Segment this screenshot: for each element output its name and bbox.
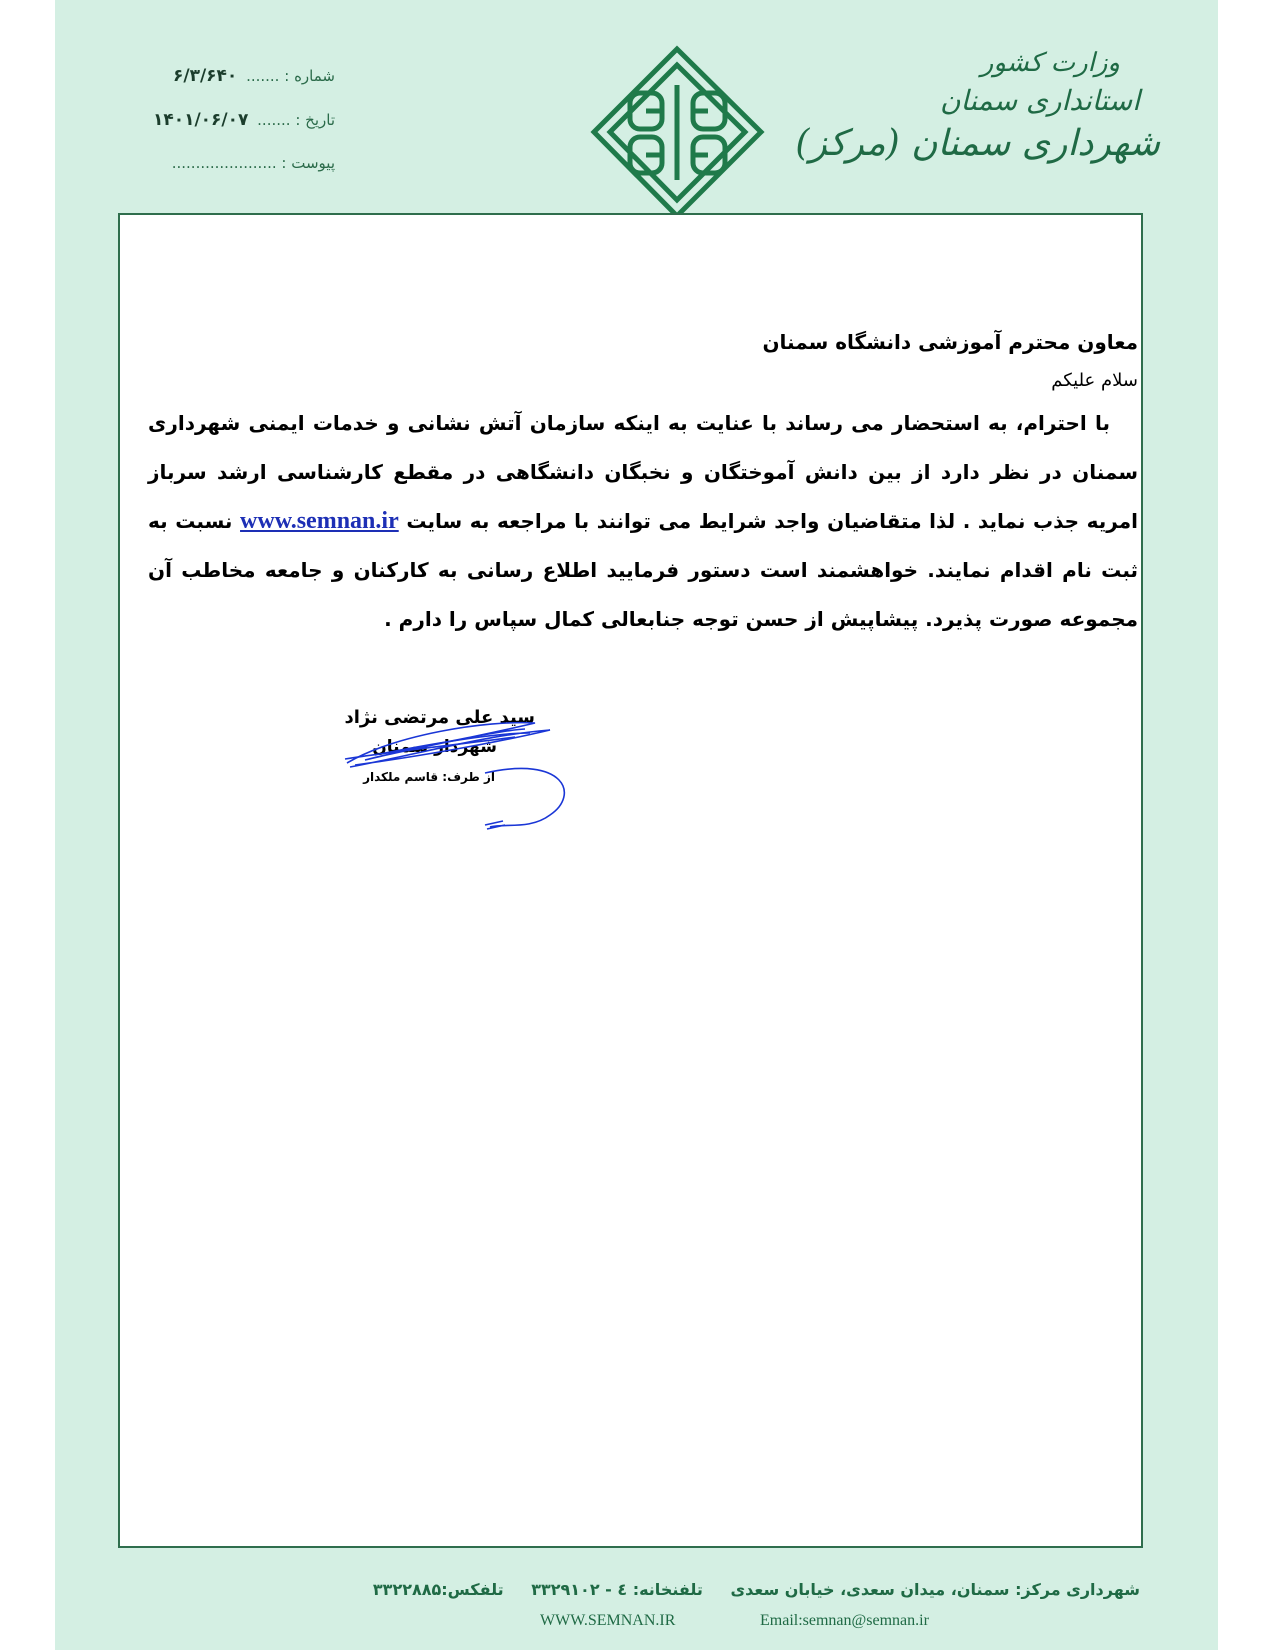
attachment-row [150,154,335,198]
organization-titles [795,48,1160,164]
letter-paragraph-part2: نسبت به ثبت نام اقدام نمایند. خواهشمند است دستور فرمایید اطلاع رسانی به کارکنان و جامعه مخاطب آن مجموعه صورت پذیرد. پیشاپیش از حسن توجه جنابعالی کمال سپاس را دارم . [148,509,1138,631]
signer-name: سید علی مرتضی نژاد [344,707,535,728]
greeting-line: سلام علیکم [1051,370,1138,391]
on-behalf-line: از طرف: قاسم ملکدار [363,770,495,784]
footer-address: شهرداری مرکز: سمنان، میدان سعدی، خیابان سعدی [730,1580,1140,1599]
footer-fax: تلفکس:۳۳۲۲۸۸۵ [372,1580,504,1599]
letter-body [148,330,1138,644]
signature-block [335,707,595,855]
recipient-line: معاون محترم آموزشی دانشگاه سمنان [762,330,1138,354]
handwritten-signature-scribble [335,715,595,855]
reference-fields [150,66,335,198]
letter-number-label: شماره : [284,67,335,85]
attachment-label: پیوست : [281,154,335,172]
footer-email[interactable]: Email:semnan@semnan.ir [760,1612,929,1629]
footer-website[interactable]: WWW.SEMNAN.IR [540,1612,676,1629]
letter-date-value: ۱۴۰۱/۰۶/۰۷ [152,110,249,130]
dotted-line: ....... [246,67,280,85]
ministry-title: وزارت کشور [980,48,1120,78]
attachment-value: ...................... [171,154,277,172]
footer-web-line [540,1612,1140,1636]
letter-paragraph-part1: با احترام، به استحضار می رساند با عنایت به اینکه سازمان آتش نشانی و خدمات ایمنی شهرداری سمنان در نظر دارد از بین دانش آموختگان و نخبگان دانشگاهی در مقطع کارشناسی ارشد سرباز امریه جذب نماید . لذا متقاضیان واجد شرایط می توانند با مراجعه به سایت [148,411,1138,533]
letter-number-row [150,66,335,110]
letter-number-value: ۶/۳/۶۴۰ [172,66,238,86]
dotted-line: ....... [257,111,291,129]
website-link[interactable]: www.semnan.ir [240,508,399,534]
letter-date-row [150,110,335,154]
letter-paragraph [148,399,1138,644]
municipality-emblem-logo [590,45,765,220]
footer-phone: تلفنخانه: ٤ - ۳۳۲۹۱۰۲ [531,1580,703,1599]
governorate-title: استانداری سمنان [939,84,1140,117]
municipality-title: شهرداری سمنان (مرکز) [795,123,1160,164]
letter-date-label: تاریخ : [295,111,335,129]
footer-contact-line [370,1580,1140,1599]
signer-title: شهردار سمنان [372,737,497,757]
